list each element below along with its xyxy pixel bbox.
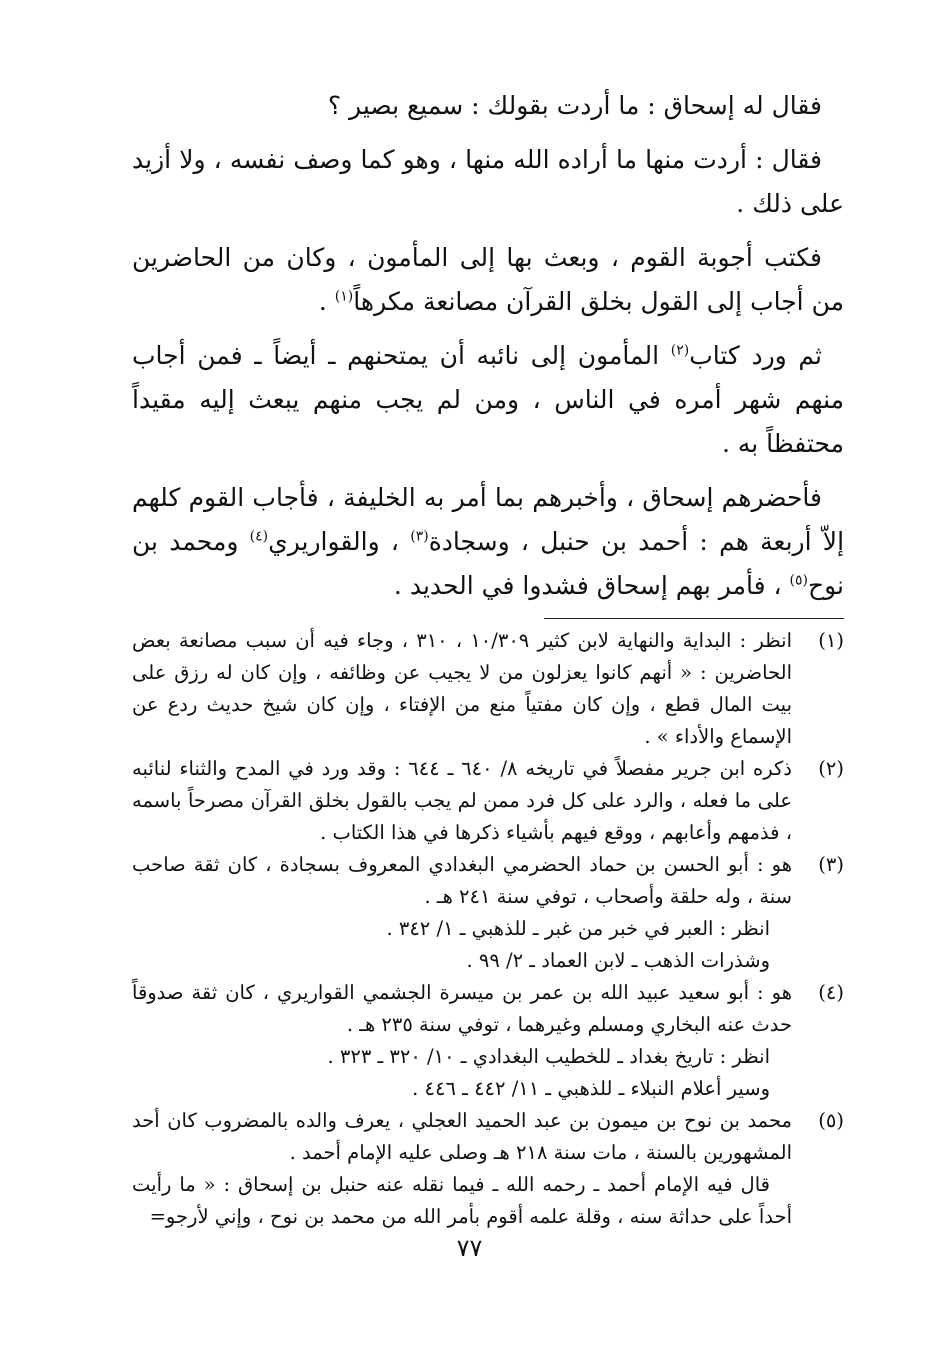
footnote-text: انظر : البداية والنهاية لابن كثير ١٠/٣٠٩ ، ٣١٠ ، وجاء فيه أن سبب مصانعة بعض الحاضرين : « أنهم كانوا يعزلون من لا يجيب عن وظائفه ، وإن كان له رزق على بيت المال قطع ، وإن كان مفتياً منع من الإفتاء ، وإن كان شيخ حديث ردع عن الإسماع والأداء » . [132, 629, 792, 748]
footnote-reference: انظر : العبر في خبر من غبر ـ للذهبي ـ ١/ ٣٤٢ . [386, 917, 770, 940]
footnote-text: هو : أبو الحسن بن حماد الحضرمي البغدادي المعروف بسجادة ، كان ثقة صاحب سنة ، وله حلقة وأصحاب ، توفي سنة ٢٤١ هـ . [132, 853, 792, 908]
paragraph-5 [132, 476, 844, 608]
footnote-divider [544, 618, 844, 619]
footnote-5 [132, 1105, 844, 1233]
footnote-4 [132, 977, 844, 1105]
paragraph-4-pre: ثم ورد كتاب [689, 341, 822, 370]
footnote-reference: وشذرات الذهب ـ لابن العماد ـ ٢/ ٩٩ . [466, 949, 770, 972]
paragraph-5-pre: فأحضرهم إسحاق ، وأخبرهم بما أمر به الخليفة ، فأجاب القوم كلهم إلاّ أربعة هم : أحمد بن حنبل ، وسجادة [132, 483, 845, 556]
paragraph-5-mid: ، والقواريري [268, 527, 411, 556]
footnote-number: (٢) [818, 757, 844, 780]
page-number: ٧٧ [456, 1234, 483, 1262]
page-content [132, 84, 844, 1233]
paragraph-4-text: المأمون إلى نائبه أن يمتحنهم ـ أيضاً ـ فمن أجاب منهم شهر أمره في الناس ، ومن لم يجب منهم يبعث إليه مقيداً محتفظاً به . [132, 341, 844, 458]
footnote-reference: وسير أعلام النبلاء ـ للذهبي ـ ١١/ ٤٤٢ ـ ٤٤٦ . [412, 1077, 770, 1100]
footnote-number: (٣) [818, 853, 844, 876]
footnote-text: محمد بن نوح بن ميمون بن عبد الحميد العجلي ، يعرف والده بالمضروب كان أحد المشهورين بالسنة ، مات سنة ٢١٨ هـ وصلى عليه الإمام أحمد . [132, 1109, 792, 1164]
footnote-continuation: قال فيه الإمام أحمد ـ رحمه الله ـ فيما نقله عنه حنبل بن إسحاق : « ما رأيت أحداً على حداثة سنه ، وقلة علمه أقوم بأمر الله من محمد بن نوح ، وإني لأرجو= [132, 1173, 792, 1228]
paragraph-3-text: فكتب أجوبة القوم ، وبعث بها إلى المأمون ، وكان من الحاضرين من أجاب إلى القول بخلق القرآن مصانعة مكرهاً [132, 243, 844, 316]
footnote-number: (١) [818, 629, 844, 652]
footnote-ref-3[interactable]: (٣) [410, 528, 429, 545]
paragraph-3 [132, 236, 844, 324]
footnote-ref-5[interactable]: (٥) [789, 572, 808, 589]
footnote-number: (٤) [818, 981, 844, 1004]
footnote-reference: انظر : تاريخ بغداد ـ للخطيب البغدادي ـ ١٠/ ٣٢٠ ـ ٣٢٣ . [327, 1045, 770, 1068]
footnote-ref-2[interactable]: (٢) [670, 342, 690, 359]
footnotes [132, 625, 844, 1233]
footnote-number: (٥) [818, 1109, 844, 1132]
footnote-text: هو : أبو سعيد عبيد الله بن عمر بن ميسرة الجشمي القواريري ، كان ثقة صدوقاً حدث عنه البخاري ومسلم وغيرهما ، توفي سنة ٢٣٥ هـ . [132, 981, 792, 1036]
paragraph-4 [132, 334, 844, 466]
footnote-2 [132, 753, 844, 849]
paragraph-1: فقال له إسحاق : ما أردت بقولك : سميع بصير ؟ [327, 91, 822, 120]
paragraph-2: فقال : أردت منها ما أراده الله منها ، وهو كما وصف نفسه ، ولا أزيد على ذلك . [132, 145, 844, 218]
paragraph-5-tail: ، فأمر بهم إسحاق فشدوا في الحديد . [393, 571, 790, 600]
paragraph-3-tail: . [318, 287, 335, 316]
footnote-ref-1[interactable]: (١) [334, 288, 354, 305]
paragraph-5-mid2: ومحمد بن نوح [132, 527, 844, 600]
footnote-3 [132, 849, 844, 977]
footnote-ref-4[interactable]: (٤) [249, 528, 269, 545]
footnote-text: ذكره ابن جرير مفصلاً في تاريخه ٨/ ٦٤٠ ـ ٦٤٤ : وقد ورد في المدح والثناء لنائبه على ما فعله ، والرد على كل فرد ممن لم يجب بالقول بخلق القرآن مصرحاً باسمه ، فذمهم وأعابهم ، ووقع فيهم بأشياء ذكرها في هذا الكتاب . [132, 757, 792, 844]
main-text [132, 84, 844, 608]
footnote-1 [132, 625, 844, 753]
